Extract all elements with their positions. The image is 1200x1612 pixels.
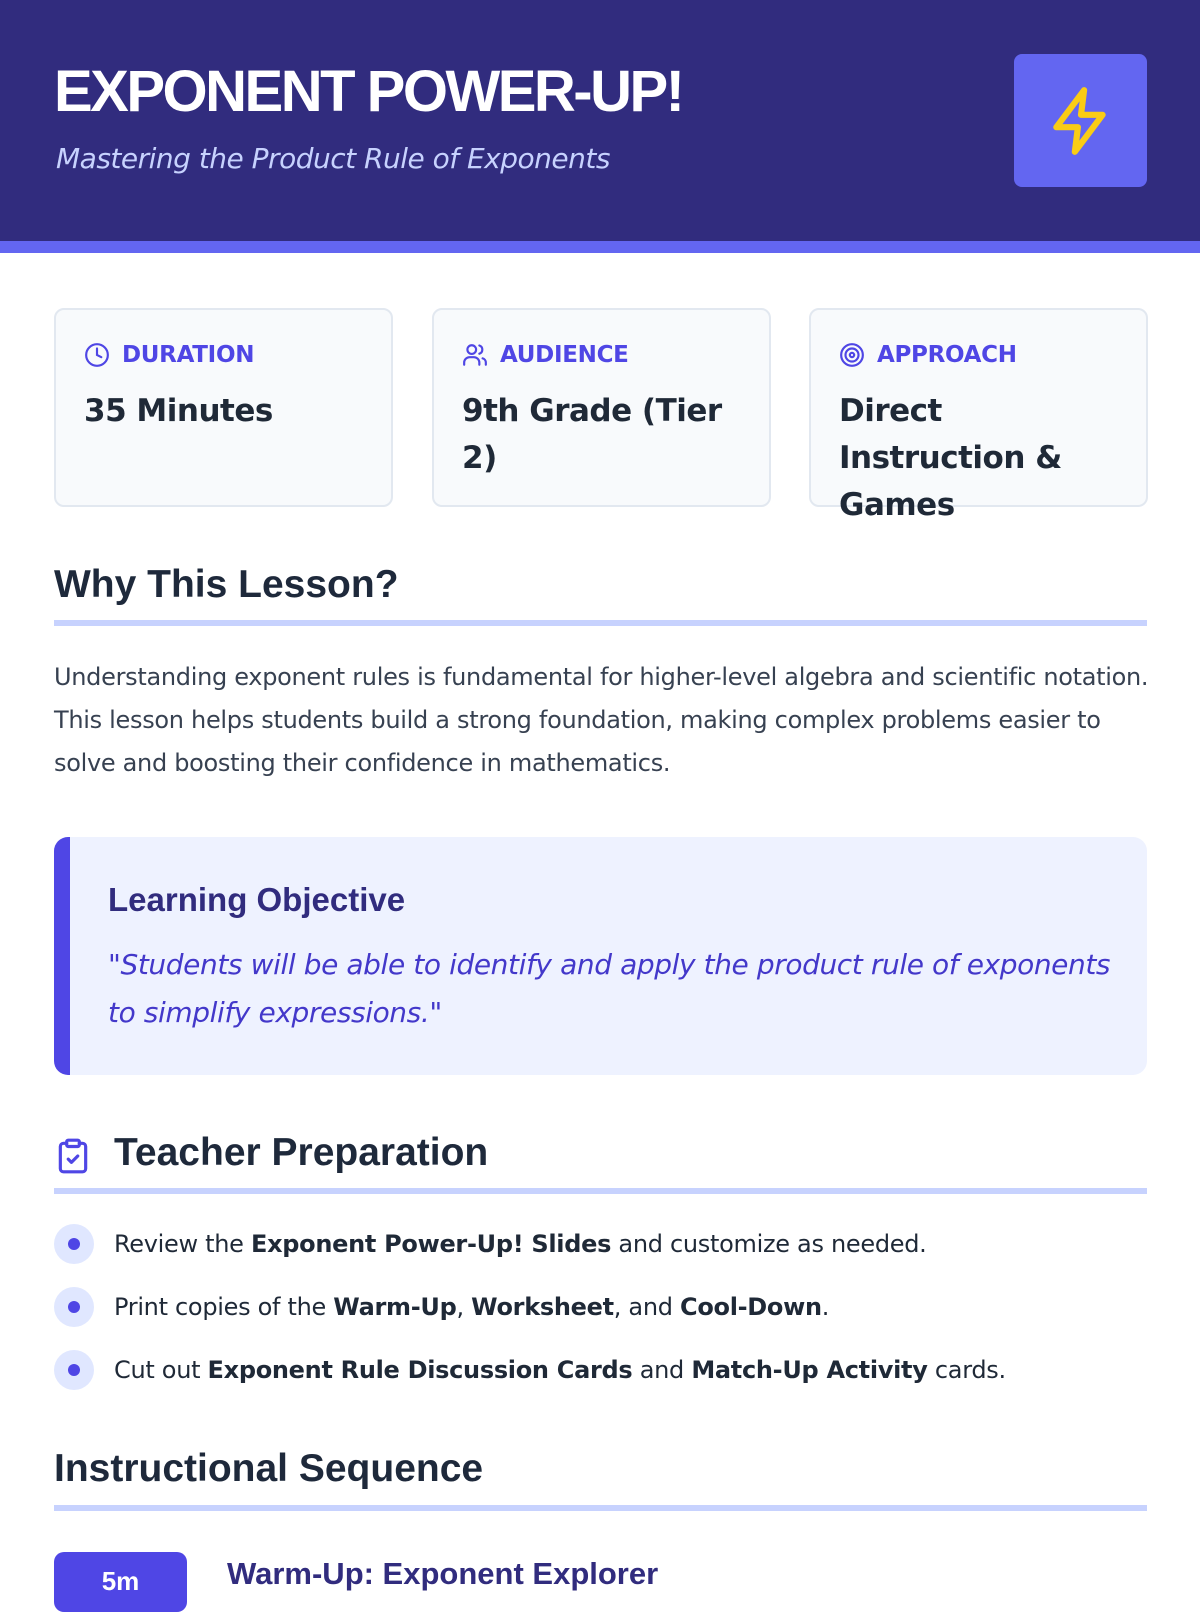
- card-label: DURATION: [122, 342, 255, 368]
- lightning-bolt-icon: [1044, 84, 1118, 158]
- bullet-icon: [54, 1350, 94, 1390]
- bullet-icon: [54, 1287, 94, 1327]
- section-divider: [54, 1188, 1147, 1194]
- list-item: Print copies of the Warm-Up, Worksheet, and Cool-Down.: [54, 1287, 829, 1327]
- section-heading-sequence: Instructional Sequence: [54, 1447, 484, 1490]
- info-card-duration: [54, 308, 393, 507]
- time-badge: 5m: [54, 1552, 187, 1612]
- section-divider: [54, 1505, 1147, 1511]
- header-accent-bar: [0, 241, 1200, 253]
- header-badge: [1014, 54, 1147, 187]
- card-value: 35 Minutes: [84, 393, 273, 429]
- clock-icon: [84, 342, 110, 368]
- step-title: Warm-Up: Exponent Explorer: [227, 1556, 659, 1591]
- info-cards: [54, 308, 1147, 523]
- target-icon: [839, 342, 865, 368]
- objective-text: "Students will be able to identify and apply the product rule of exponents to simplify expressions.": [108, 948, 1111, 1029]
- card-value: 9th Grade (Tier 2): [462, 393, 722, 476]
- lesson-title: EXPONENT POWER-UP!: [54, 59, 683, 124]
- list-item: Cut out Exponent Rule Discussion Cards and Match-Up Activity cards.: [54, 1350, 1006, 1390]
- learning-objective-callout: [54, 837, 1147, 1075]
- info-card-approach: [809, 308, 1148, 523]
- list-item: Review the Exponent Power-Up! Slides and customize as needed.: [54, 1224, 927, 1264]
- objective-heading: Learning Objective: [108, 881, 406, 918]
- section-heading-why: Why This Lesson?: [54, 563, 399, 606]
- card-value: Direct Instruction & Games: [839, 393, 1062, 523]
- card-label: AUDIENCE: [500, 342, 629, 368]
- lesson-header: [0, 0, 1200, 241]
- bullet-icon: [54, 1224, 94, 1264]
- section-divider: [54, 620, 1147, 626]
- clipboard-check-icon: [54, 1136, 92, 1176]
- info-card-audience: [432, 308, 771, 507]
- card-label: APPROACH: [877, 342, 1017, 368]
- section-heading-preparation: Teacher Preparation: [114, 1131, 489, 1174]
- users-icon: [462, 342, 488, 368]
- lesson-subtitle: Mastering the Product Rule of Exponents: [56, 142, 610, 175]
- why-paragraph: Understanding exponent rules is fundamental for higher-level algebra and scientific notation. This lesson helps students build a strong foundation, making complex problems easier to solve and boosting their confidence in mathematics.: [54, 663, 1149, 777]
